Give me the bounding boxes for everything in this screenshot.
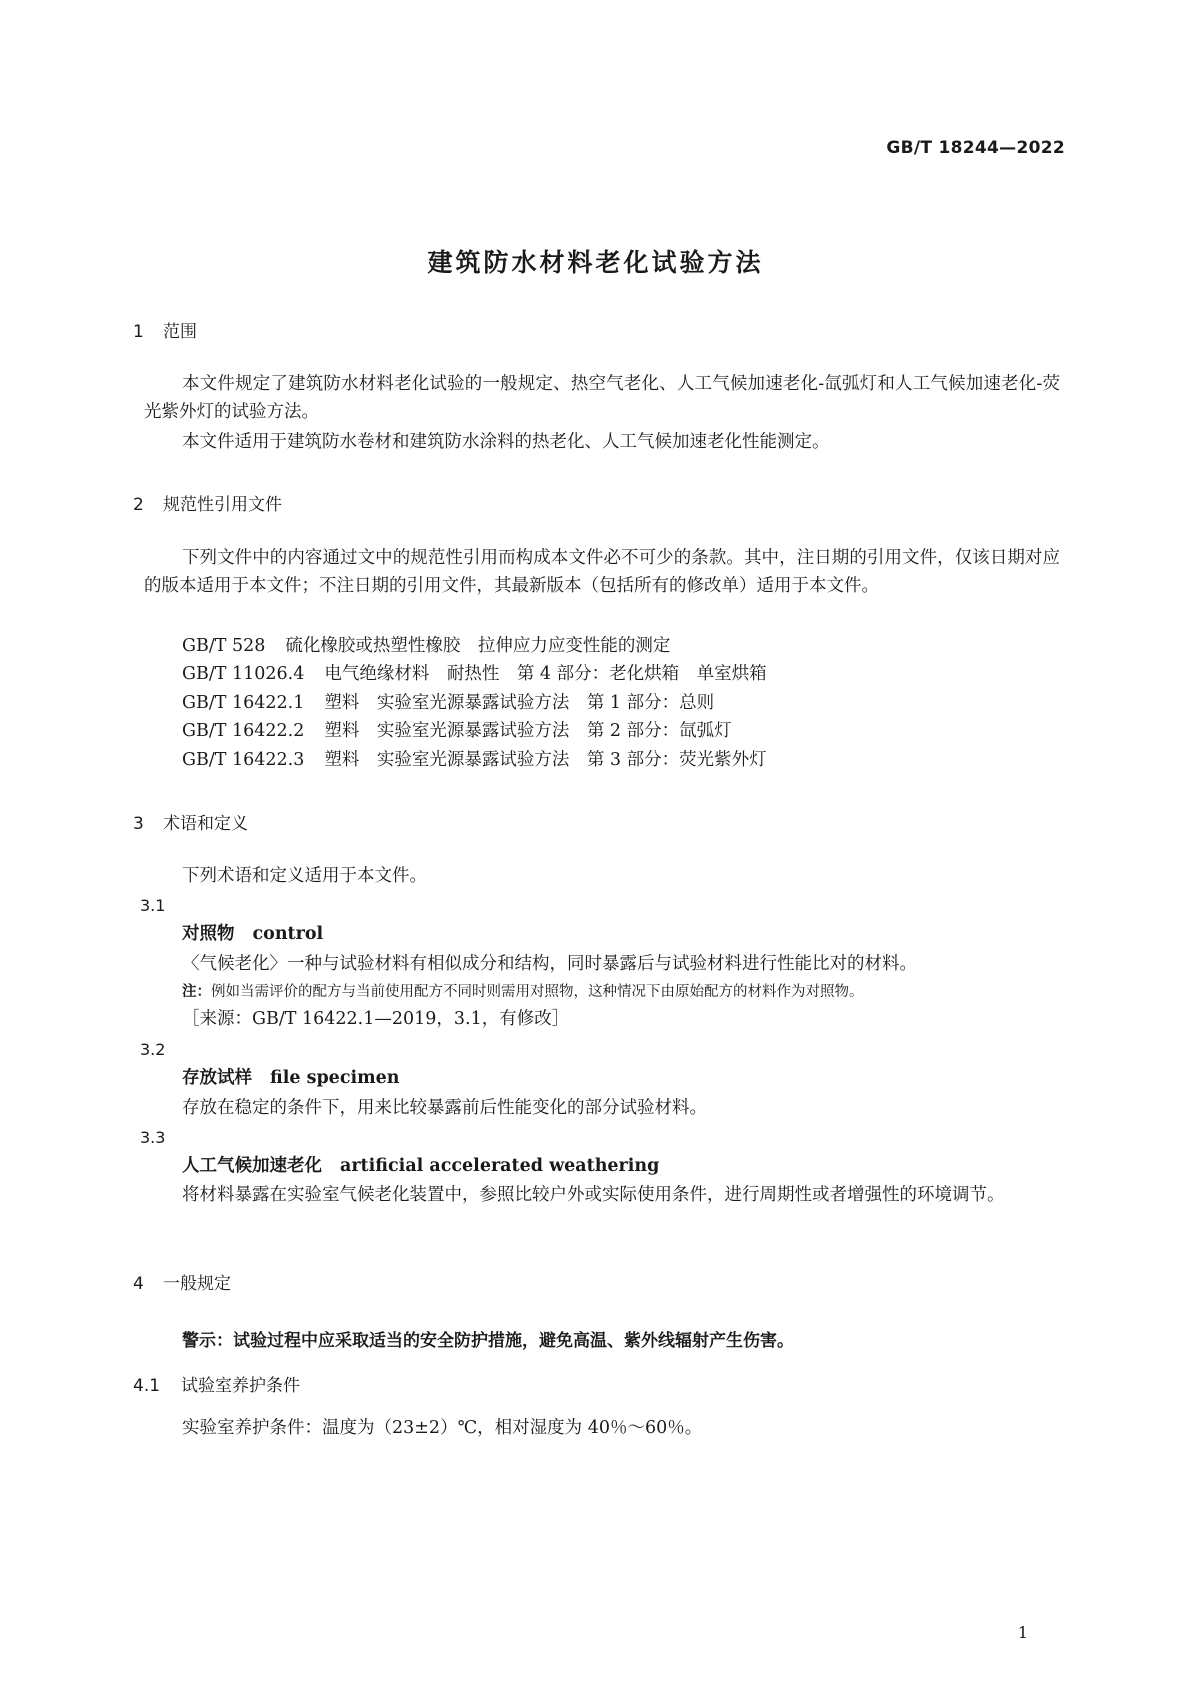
section-number: 2 — [133, 495, 144, 515]
reference-title: 塑料 实验室光源暴露试验方法 第 3 部分：荧光紫外灯 — [324, 750, 767, 770]
term-english: control — [252, 924, 324, 944]
reference-code: GB/T 528 — [182, 636, 266, 656]
reference-code: GB/T 16422.1 — [182, 693, 305, 713]
page-number: 1 — [1017, 1623, 1028, 1642]
subsection-4-1-heading — [133, 1371, 300, 1396]
subsection-number: 4.1 — [133, 1376, 161, 1396]
term-chinese: 存放试样 — [182, 1068, 252, 1088]
term-definition: 将材料暴露在实验室气候老化装置中，参照比较户外或实际使用条件，进行周期性或者增强性的环境调节。 — [182, 1185, 1005, 1205]
section-number: 1 — [133, 322, 144, 342]
note-text: 例如当需评价的配方与当前使用配方不同时则需用对照物，这种情况下由原始配方的材料作为对照物。 — [211, 984, 864, 1000]
subsection-4-1-text: 实验室养护条件：温度为（23±2）℃，相对湿度为 40％～60％。 — [182, 1418, 703, 1438]
term-english: artificial accelerated weathering — [340, 1156, 660, 1176]
reference-title: 电气绝缘材料 耐热性 第 4 部分：老化烘箱 单室烘箱 — [324, 664, 767, 684]
section-2-paragraph-1: 下列文件中的内容通过文中的规范性引用而构成本文件必不可少的条款。其中，注日期的引用文件，仅该日期对应的版本适用于本文件；不注日期的引用文件，其最新版本（包括所有的修改单）适用于本文件。 — [144, 548, 1060, 596]
section-title: 范围 — [163, 322, 197, 342]
reference-title: 硫化橡胶或热塑性橡胶 拉伸应力应变性能的测定 — [285, 636, 671, 656]
reference-title: 塑料 实验室光源暴露试验方法 第 2 部分：氙弧灯 — [324, 721, 732, 741]
section-3-heading — [133, 809, 248, 834]
term-entry — [182, 1064, 400, 1092]
subsection-title: 试验室养护条件 — [181, 1376, 300, 1396]
term-number: 3.1 — [140, 896, 166, 915]
section-title: 术语和定义 — [163, 814, 248, 834]
note-label: 注： — [182, 984, 211, 1000]
reference-item — [182, 717, 752, 745]
term-number: 3.3 — [140, 1128, 166, 1147]
reference-item — [182, 632, 690, 660]
reference-code: GB/T 16422.3 — [182, 750, 305, 770]
reference-title: 塑料 实验室光源暴露试验方法 第 1 部分：总则 — [324, 693, 715, 713]
term-english: file specimen — [270, 1068, 400, 1088]
document-title: 建筑防水材料老化试验方法 — [427, 248, 764, 277]
term-definition: 〈气候老化〉一种与试验材料有相似成分和结构，同时暴露后与试验材料进行性能比对的材料。 — [182, 954, 917, 974]
reference-item — [182, 689, 734, 717]
terms-intro: 下列术语和定义适用于本文件。 — [182, 866, 427, 886]
term-number: 3.2 — [140, 1040, 166, 1059]
term-chinese: 人工气候加速老化 — [182, 1156, 322, 1176]
standard-code: GB/T 18244—2022 — [886, 138, 1065, 158]
term-entry — [182, 920, 323, 948]
term-chinese: 对照物 — [182, 924, 235, 944]
section-1-heading — [133, 317, 197, 342]
reference-code: GB/T 11026.4 — [182, 664, 305, 684]
section-1-paragraph-1: 本文件规定了建筑防水材料老化试验的一般规定、热空气老化、人工气候加速老化-氙弧灯和人工气候加速老化-荧光紫外灯的试验方法。 — [144, 374, 1060, 422]
section-number: 4 — [133, 1274, 144, 1294]
section-title: 一般规定 — [163, 1274, 231, 1294]
safety-warning: 警示：试验过程中应采取适当的安全防护措施，避免高温、紫外线辐射产生伤害。 — [182, 1331, 794, 1351]
term-entry — [182, 1152, 659, 1180]
section-number: 3 — [133, 814, 144, 834]
term-note — [182, 980, 864, 1001]
section-1-paragraph-2: 本文件适用于建筑防水卷材和建筑防水涂料的热老化、人工气候加速老化性能测定。 — [182, 432, 830, 452]
section-2-heading — [133, 490, 282, 515]
reference-code: GB/T 16422.2 — [182, 721, 305, 741]
reference-item — [182, 746, 787, 774]
reference-item — [182, 660, 787, 688]
term-source: ［来源：GB/T 16422.1—2019，3.1，有修改］ — [182, 1009, 570, 1029]
term-definition: 存放在稳定的条件下，用来比较暴露前后性能变化的部分试验材料。 — [182, 1098, 707, 1118]
section-4-heading — [133, 1269, 231, 1294]
section-title: 规范性引用文件 — [163, 495, 282, 515]
